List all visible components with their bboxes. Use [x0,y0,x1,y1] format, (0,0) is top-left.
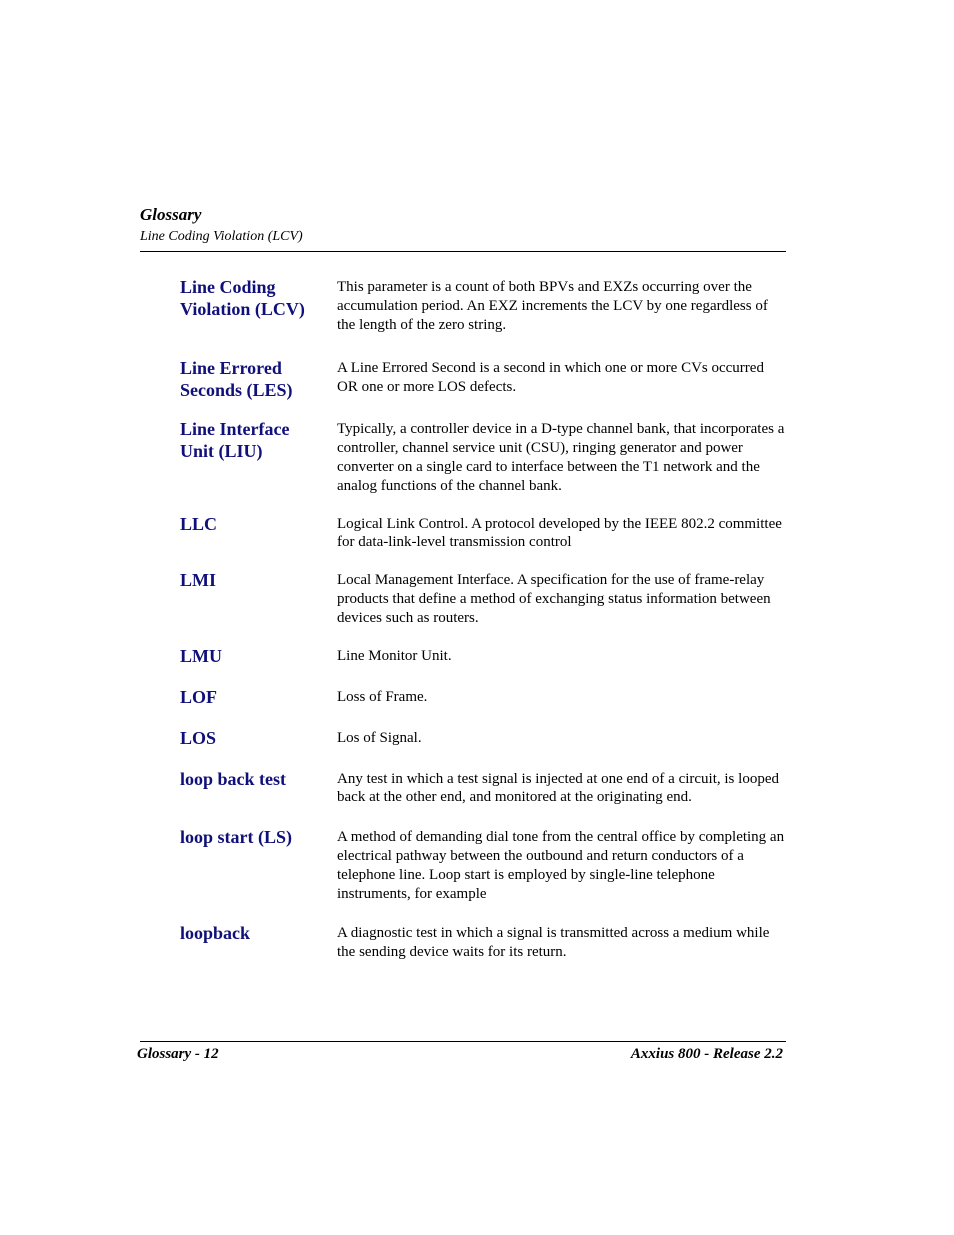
glossary-entry [180,357,786,401]
section-title: Glossary [140,205,202,224]
glossary-definition: A method of demanding dial tone from the central office by completing an electrical pathway between the outbound and return conductors of a telephone line. Loop start is employed by single-line telephone instruments, for example [337,829,785,902]
glossary-entry [180,727,786,749]
glossary-definition: Any test in which a test signal is injected at one end of a circuit, is looped back at the other end, and monitored at the originating end. [337,770,779,806]
glossary-definition: A diagnostic test in which a signal is transmitted across a medium while the sending device waits for its return. [337,925,770,961]
page-number: Glossary - 12 [137,1046,219,1062]
glossary-definition: Logical Link Control. A protocol developed by the IEEE 802.2 committee for data-link-level transmission control [337,515,782,551]
glossary-definition: This parameter is a count of both BPVs and EXZs occurring over the accumulation period. An EXZ increments the LCV by one regardless of the length of the zero string. [337,279,768,333]
page-footer [137,1045,783,1063]
glossary-entry [180,826,786,903]
glossary-term: LLC [180,513,218,534]
glossary-definition: A Line Errored Second is a second in which one or more CVs occurred OR one or more LOS defects. [337,360,764,396]
glossary-entry [180,645,786,667]
glossary-entry [180,768,786,808]
glossary-term: Line Interface Unit (LIU) [180,419,290,462]
running-head: Line Coding Violation (LCV) [140,229,303,244]
glossary-term: loop back test [180,768,287,789]
glossary-term: loopback [180,923,251,944]
page-header [140,205,786,245]
glossary-entry [180,569,786,627]
glossary-entry [180,513,786,553]
glossary-term: LOS [180,727,217,748]
glossary-entry [180,418,786,495]
glossary-term: LOF [180,686,218,707]
glossary-list [180,276,786,962]
glossary-definition: Line Monitor Unit. [337,647,452,664]
glossary-definition: Typically, a controller device in a D-type channel bank, that incorporates a controller, channel service unit (CSU), ringing generator and power converter on a single card to interface between the T1 network and the analog functions of the channel bank. [337,421,785,494]
glossary-entry [180,276,786,334]
glossary-term: loop start (LS) [180,827,292,848]
glossary-definition: Loss of Frame. [337,688,428,705]
glossary-term: Line Coding Violation (LCV) [180,277,305,319]
glossary-term: LMU [180,645,222,666]
glossary-definition: Local Management Interface. A specification for the use of frame-relay products that define a method of exchanging status information between devices such as routers. [337,572,771,626]
footer-divider [140,1041,786,1042]
glossary-term: LMI [180,570,216,591]
glossary-entry [180,922,786,962]
product-release: Axxius 800 - Release 2.2 [630,1046,783,1062]
glossary-entry [180,686,786,708]
glossary-term: Line Errored Seconds (LES) [180,358,293,401]
glossary-definition: Los of Signal. [337,729,422,746]
header-divider [140,251,786,252]
